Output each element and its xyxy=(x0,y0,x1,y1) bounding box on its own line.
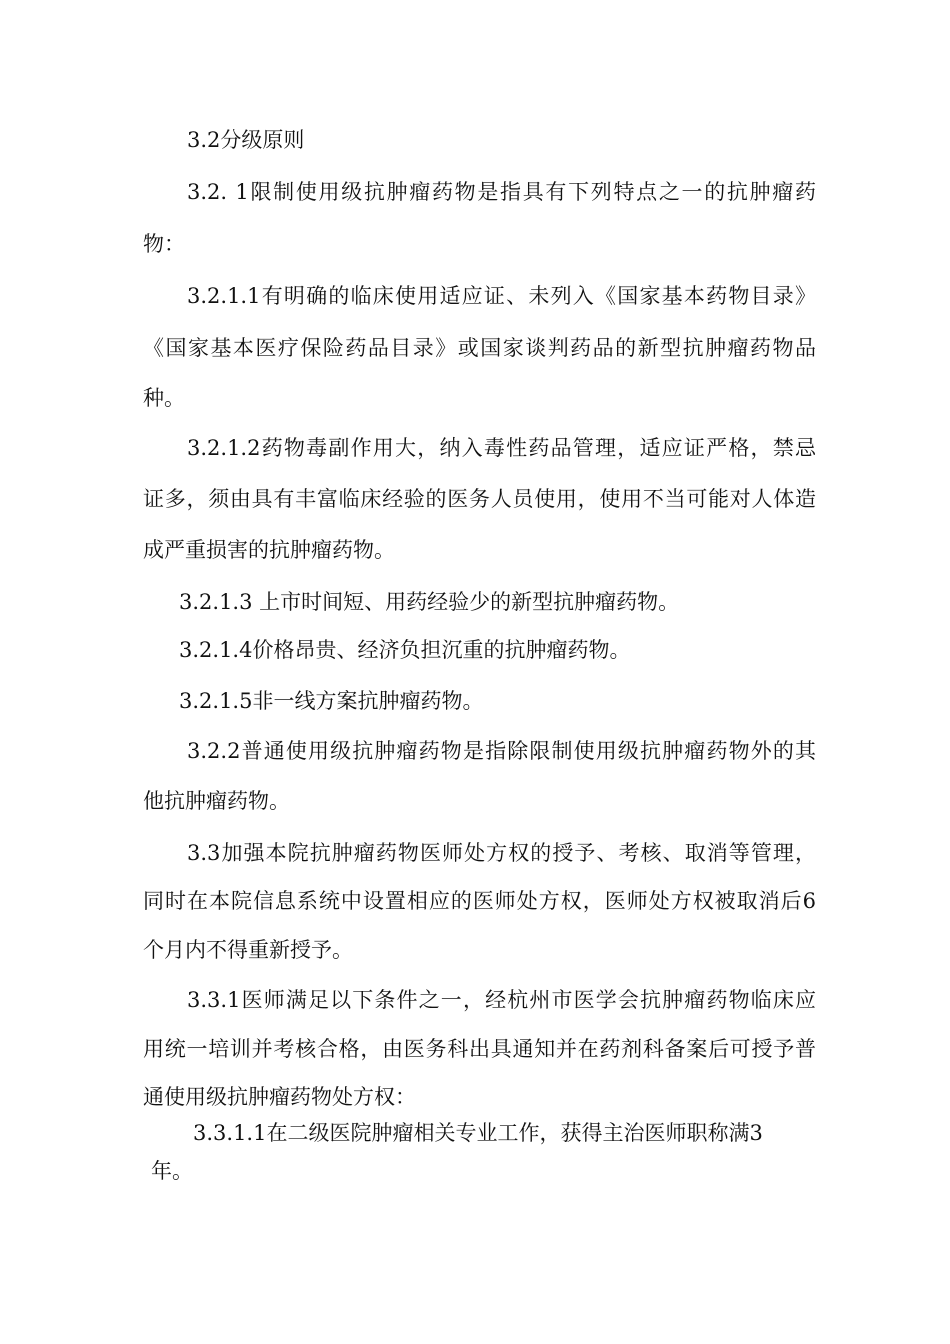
paragraph-line: 3.2.1.5非一线方案抗肿瘤药物。 xyxy=(179,689,484,713)
paragraph-line: 3.3加强本院抗肿瘤药物医师处方权的授予、考核、取消等管理， xyxy=(187,841,816,865)
paragraph-line: 物： xyxy=(143,232,185,256)
paragraph-line: 种。 xyxy=(143,386,185,410)
paragraph-line: 年。 xyxy=(151,1159,193,1183)
paragraph-line: 通使用级抗肿瘤药物处方权： xyxy=(143,1085,416,1109)
paragraph-line: 他抗肿瘤药物。 xyxy=(143,789,290,813)
section-heading: 3.2分级原则 xyxy=(187,128,305,152)
paragraph-line: 《国家基本医疗保险药品目录》或国家谈判药品的新型抗肿瘤药物品 xyxy=(143,336,816,360)
paragraph-line: 3.2.1.3 上市时间短、用药经验少的新型抗肿瘤药物。 xyxy=(179,590,680,614)
paragraph-line: 3.2.1.4价格昂贵、经济负担沉重的抗肿瘤药物。 xyxy=(179,638,631,662)
paragraph-line: 3.2.1.2药物毒副作用大，纳入毒性药品管理，适应证严格，禁忌 xyxy=(187,436,816,460)
paragraph-line: 成严重损害的抗肿瘤药物。 xyxy=(143,538,395,562)
paragraph-line: 3.2.2普通使用级抗肿瘤药物是指除限制使用级抗肿瘤药物外的其 xyxy=(187,739,816,763)
paragraph-line: 同时在本院信息系统中设置相应的医师处方权，医师处方权被取消后6 xyxy=(143,889,816,913)
paragraph-line: 3.2. 1限制使用级抗肿瘤药物是指具有下列特点之一的抗肿瘤药 xyxy=(187,180,816,204)
paragraph-line: 3.3.1.1在二级医院肿瘤相关专业工作，获得主治医师职称满3 xyxy=(193,1121,763,1145)
paragraph-line: 3.2.1.1有明确的临床使用适应证、未列入《国家基本药物目录》 xyxy=(187,284,816,308)
paragraph-line: 3.3.1医师满足以下条件之一，经杭州市医学会抗肿瘤药物临床应 xyxy=(187,988,816,1012)
paragraph-line: 个月内不得重新授予。 xyxy=(143,938,353,962)
paragraph-line: 证多，须由具有丰富临床经验的医务人员使用，使用不当可能对人体造 xyxy=(143,487,816,511)
paragraph-line: 用统一培训并考核合格，由医务科出具通知并在药剂科备案后可授予普 xyxy=(143,1037,816,1061)
